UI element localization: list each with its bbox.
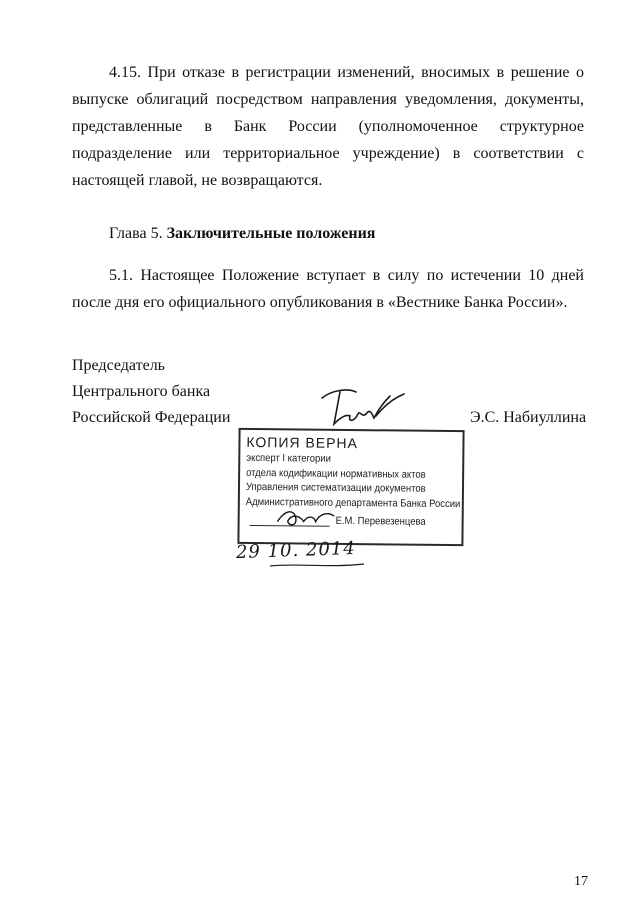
stamp-signature <box>276 505 336 532</box>
paragraph-5-1: 5.1. Настоящее Положение вступает в силу по истечении 10 дней после дня его официального опубликования в «Вестнике Банка России». <box>72 267 584 311</box>
chapter-heading <box>109 220 375 247</box>
stamp-line-3: Управления систематизации документов <box>245 480 426 495</box>
chapter-title: Заключительные положения <box>166 225 376 242</box>
signer-line-3: Российской Федерации <box>72 409 231 426</box>
chairman-signature <box>318 384 408 434</box>
page-number: 17 <box>574 874 588 889</box>
stamp-line-2: отдела кодификации нормативных актов <box>246 466 426 481</box>
stamp-signature-row <box>246 511 462 533</box>
handwritten-date: 29 10. 2014 <box>235 537 357 564</box>
signer-name: Э.С. Набиуллина <box>470 409 587 426</box>
paragraph-4-15: 4.15. При отказе в регистрации изменений, вносимых в решение о выпуске облигаций посредством направления уведомления, документы, представленные в Банк России (уполномоченное структурное подразделение или территориальное учреждение) в соответствии с настоящей главой, не возвращаются. <box>72 64 584 189</box>
chapter-prefix: Глава 5. <box>109 225 163 242</box>
date-underline <box>268 560 368 570</box>
signer-line-1: Председатель <box>72 357 165 374</box>
stamp-title: КОПИЯ ВЕРНА <box>246 433 359 452</box>
stamp-line-1: эксперт I категории <box>246 451 331 465</box>
certified-copy-stamp <box>237 428 464 546</box>
stamp-name: Е.М. Перевезенцева <box>335 514 426 528</box>
signer-position <box>72 353 230 431</box>
stamp-line-4: Административного департамента Банка России <box>245 495 461 510</box>
signer-line-2: Центрального банка <box>72 383 211 400</box>
